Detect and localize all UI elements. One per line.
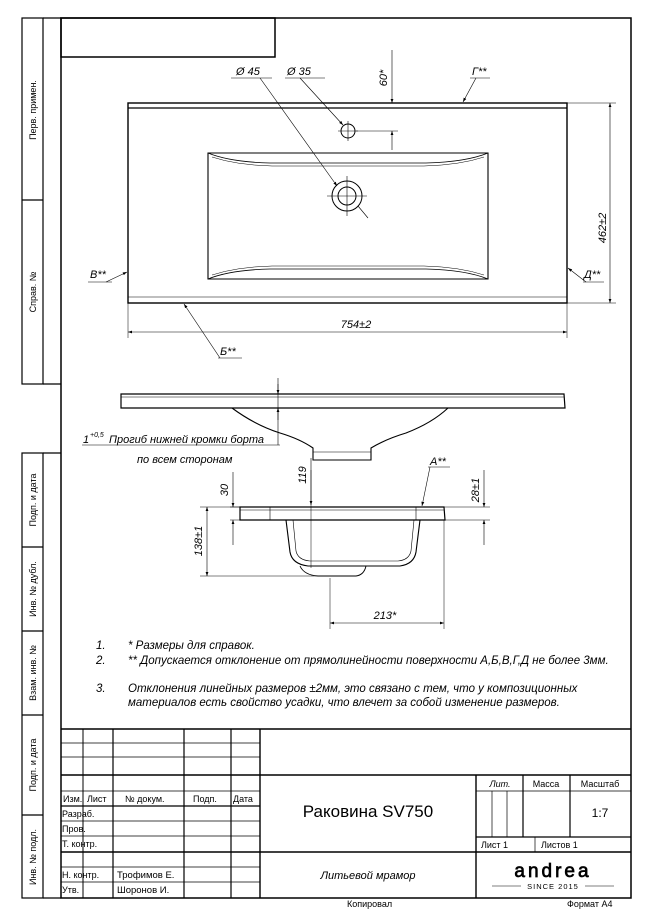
note-2-number: 2. [96,655,106,667]
dim-119: 119 [297,466,309,484]
col-list: Лист [87,794,107,804]
drawing-title: Раковина SV750 [302,802,434,821]
col-masshtab: Масштаб [580,779,620,789]
side-label: Справ. № [28,271,38,313]
bend-tolerance: +0,5 [90,432,104,439]
label-v: В** [90,269,106,281]
section-view-labels [193,456,482,622]
name-nkontr: Трофимов Е. [117,870,175,881]
dim-138: 138±1 [193,525,205,557]
dim-754: 754±2 [340,319,372,331]
footer-format: Формат А4 [567,899,613,909]
label-g: Г** [472,66,487,78]
col-doc: № докум. [125,794,165,804]
label-a: А** [430,456,446,468]
bend-note-2: по всем сторонам [137,454,233,466]
col-lit: Лит. [489,779,511,789]
side-label: Инв. № подл. [28,828,38,886]
side-labels [28,80,38,885]
dim-213: 213* [373,610,397,622]
side-label: Подп. и дата [28,473,38,527]
name-utv: Шоронов И. [117,885,170,896]
dim-60: 60* [378,69,390,87]
col-massa: Масса [532,779,560,789]
label-d: Д** [584,269,601,281]
side-label: Инв. № дубл. [28,561,38,617]
dim-d45: Ø 45 [236,66,260,78]
top-view-labels [90,66,609,358]
material: Литьевой мрамор [320,870,416,882]
note-1-text: * Размеры для справок. [128,640,255,652]
sheets-total: Листов 1 [541,840,578,850]
side-label: Взам. инв. № [28,645,38,701]
col-date: Дата [233,794,253,804]
dim-28: 28±1 [470,477,482,503]
section-view [200,458,490,629]
side-label: Подп. и дата [28,738,38,792]
label-b: Б** [220,346,236,358]
dim-462: 462±2 [597,212,609,244]
footer-copied: Копировал [347,899,393,909]
note-2-text: ** Допускается отклонение от прямолинейности поверхности А,Б,В,Г,Д не более 3мм. [128,655,609,667]
bend-value: 1 [83,434,90,446]
front-view [82,378,565,460]
bend-note: Прогиб нижней кромки борта [109,434,264,446]
logo-since: SINCE 2015 [527,882,579,891]
row-tkontr: Т. контр. [62,839,98,849]
sheet-number: Лист 1 [481,840,509,850]
title-block-text [62,779,619,909]
notes-list [96,639,626,719]
note-3-text: Отклонения линейных размеров ±2мм, это связано с тем, что у композиционных материалов есть свойство усадки, что влечет за собой изменение размеров. [128,683,578,709]
note-1-number: 1. [96,640,106,652]
col-izm: Изм. [63,794,83,804]
logo-brand: andrea [514,861,592,882]
row-utv: Утв. [62,885,80,895]
row-nkontr: Н. контр. [62,870,100,880]
col-podp: Подп. [193,794,217,804]
scale-value: 1:7 [591,806,609,820]
side-label: Перв. примен. [28,80,38,140]
note-3-number: 3. [96,683,106,695]
dim-30: 30 [219,483,231,497]
row-razrab: Разраб. [62,809,95,819]
row-prov: Пров. [62,824,86,834]
tap-hole [338,121,358,141]
top-view [88,50,616,358]
front-view-labels [83,432,264,466]
dim-d35: Ø 35 [287,66,311,78]
